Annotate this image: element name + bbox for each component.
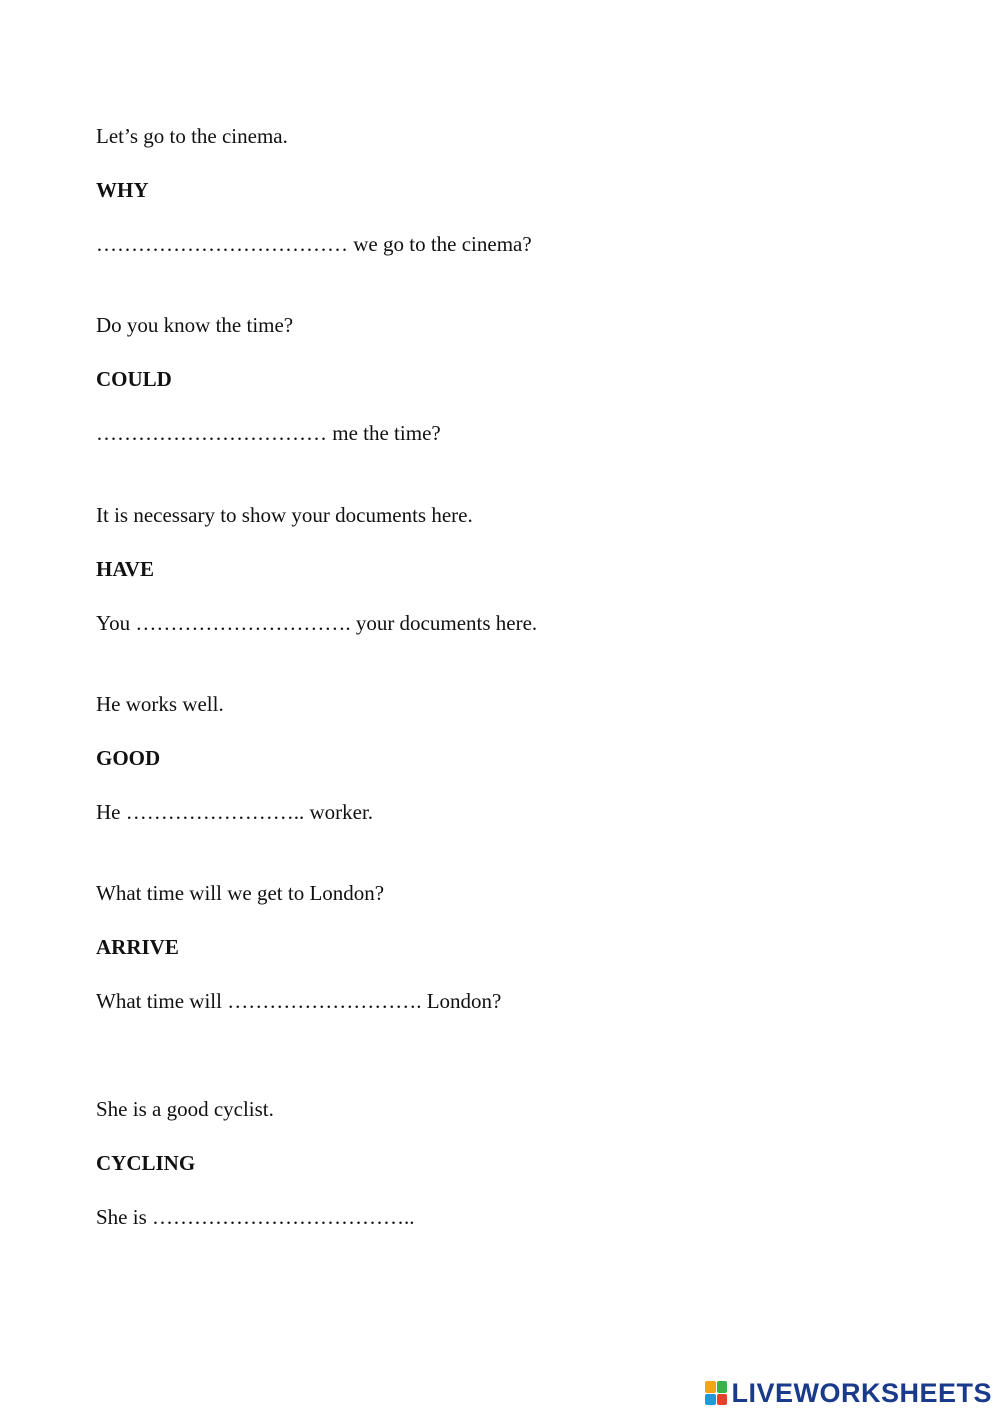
exercise-4-answer[interactable]: He …………………….. worker.	[96, 800, 374, 824]
exercise-4-keyword: GOOD	[96, 746, 161, 770]
exercise-2-keyword: COULD	[96, 367, 172, 391]
exercise-1-keyword: WHY	[96, 178, 149, 202]
exercise-6-keyword: CYCLING	[96, 1151, 196, 1175]
logo-text: LIVEWORKSHEETS	[731, 1378, 992, 1408]
exercise-5-answer[interactable]: What time will ………………………. London?	[96, 989, 502, 1013]
exercise-2-answer[interactable]: …………………………… me the time?	[96, 421, 441, 445]
liveworksheets-logo-icon	[705, 1381, 727, 1405]
liveworksheets-logo	[705, 1378, 992, 1408]
exercise-3-sentence: It is necessary to show your documents here.	[96, 503, 473, 527]
exercise-5-sentence: What time will we get to London?	[96, 881, 385, 905]
exercise-3-answer[interactable]: You …………………………. your documents here.	[96, 611, 538, 635]
exercise-6-answer[interactable]: She is ………………………………..	[96, 1205, 415, 1229]
exercise-1-sentence: Let’s go to the cinema.	[96, 124, 288, 148]
exercise-4-sentence: He works well.	[96, 692, 224, 716]
exercise-6-sentence: She is a good cyclist.	[96, 1097, 274, 1121]
exercise-2-sentence: Do you know the time?	[96, 313, 294, 337]
exercise-5-keyword: ARRIVE	[96, 935, 179, 959]
exercise-1-answer[interactable]: ……………………………… we go to the cinema?	[96, 232, 532, 256]
exercise-3-keyword: HAVE	[96, 557, 154, 581]
